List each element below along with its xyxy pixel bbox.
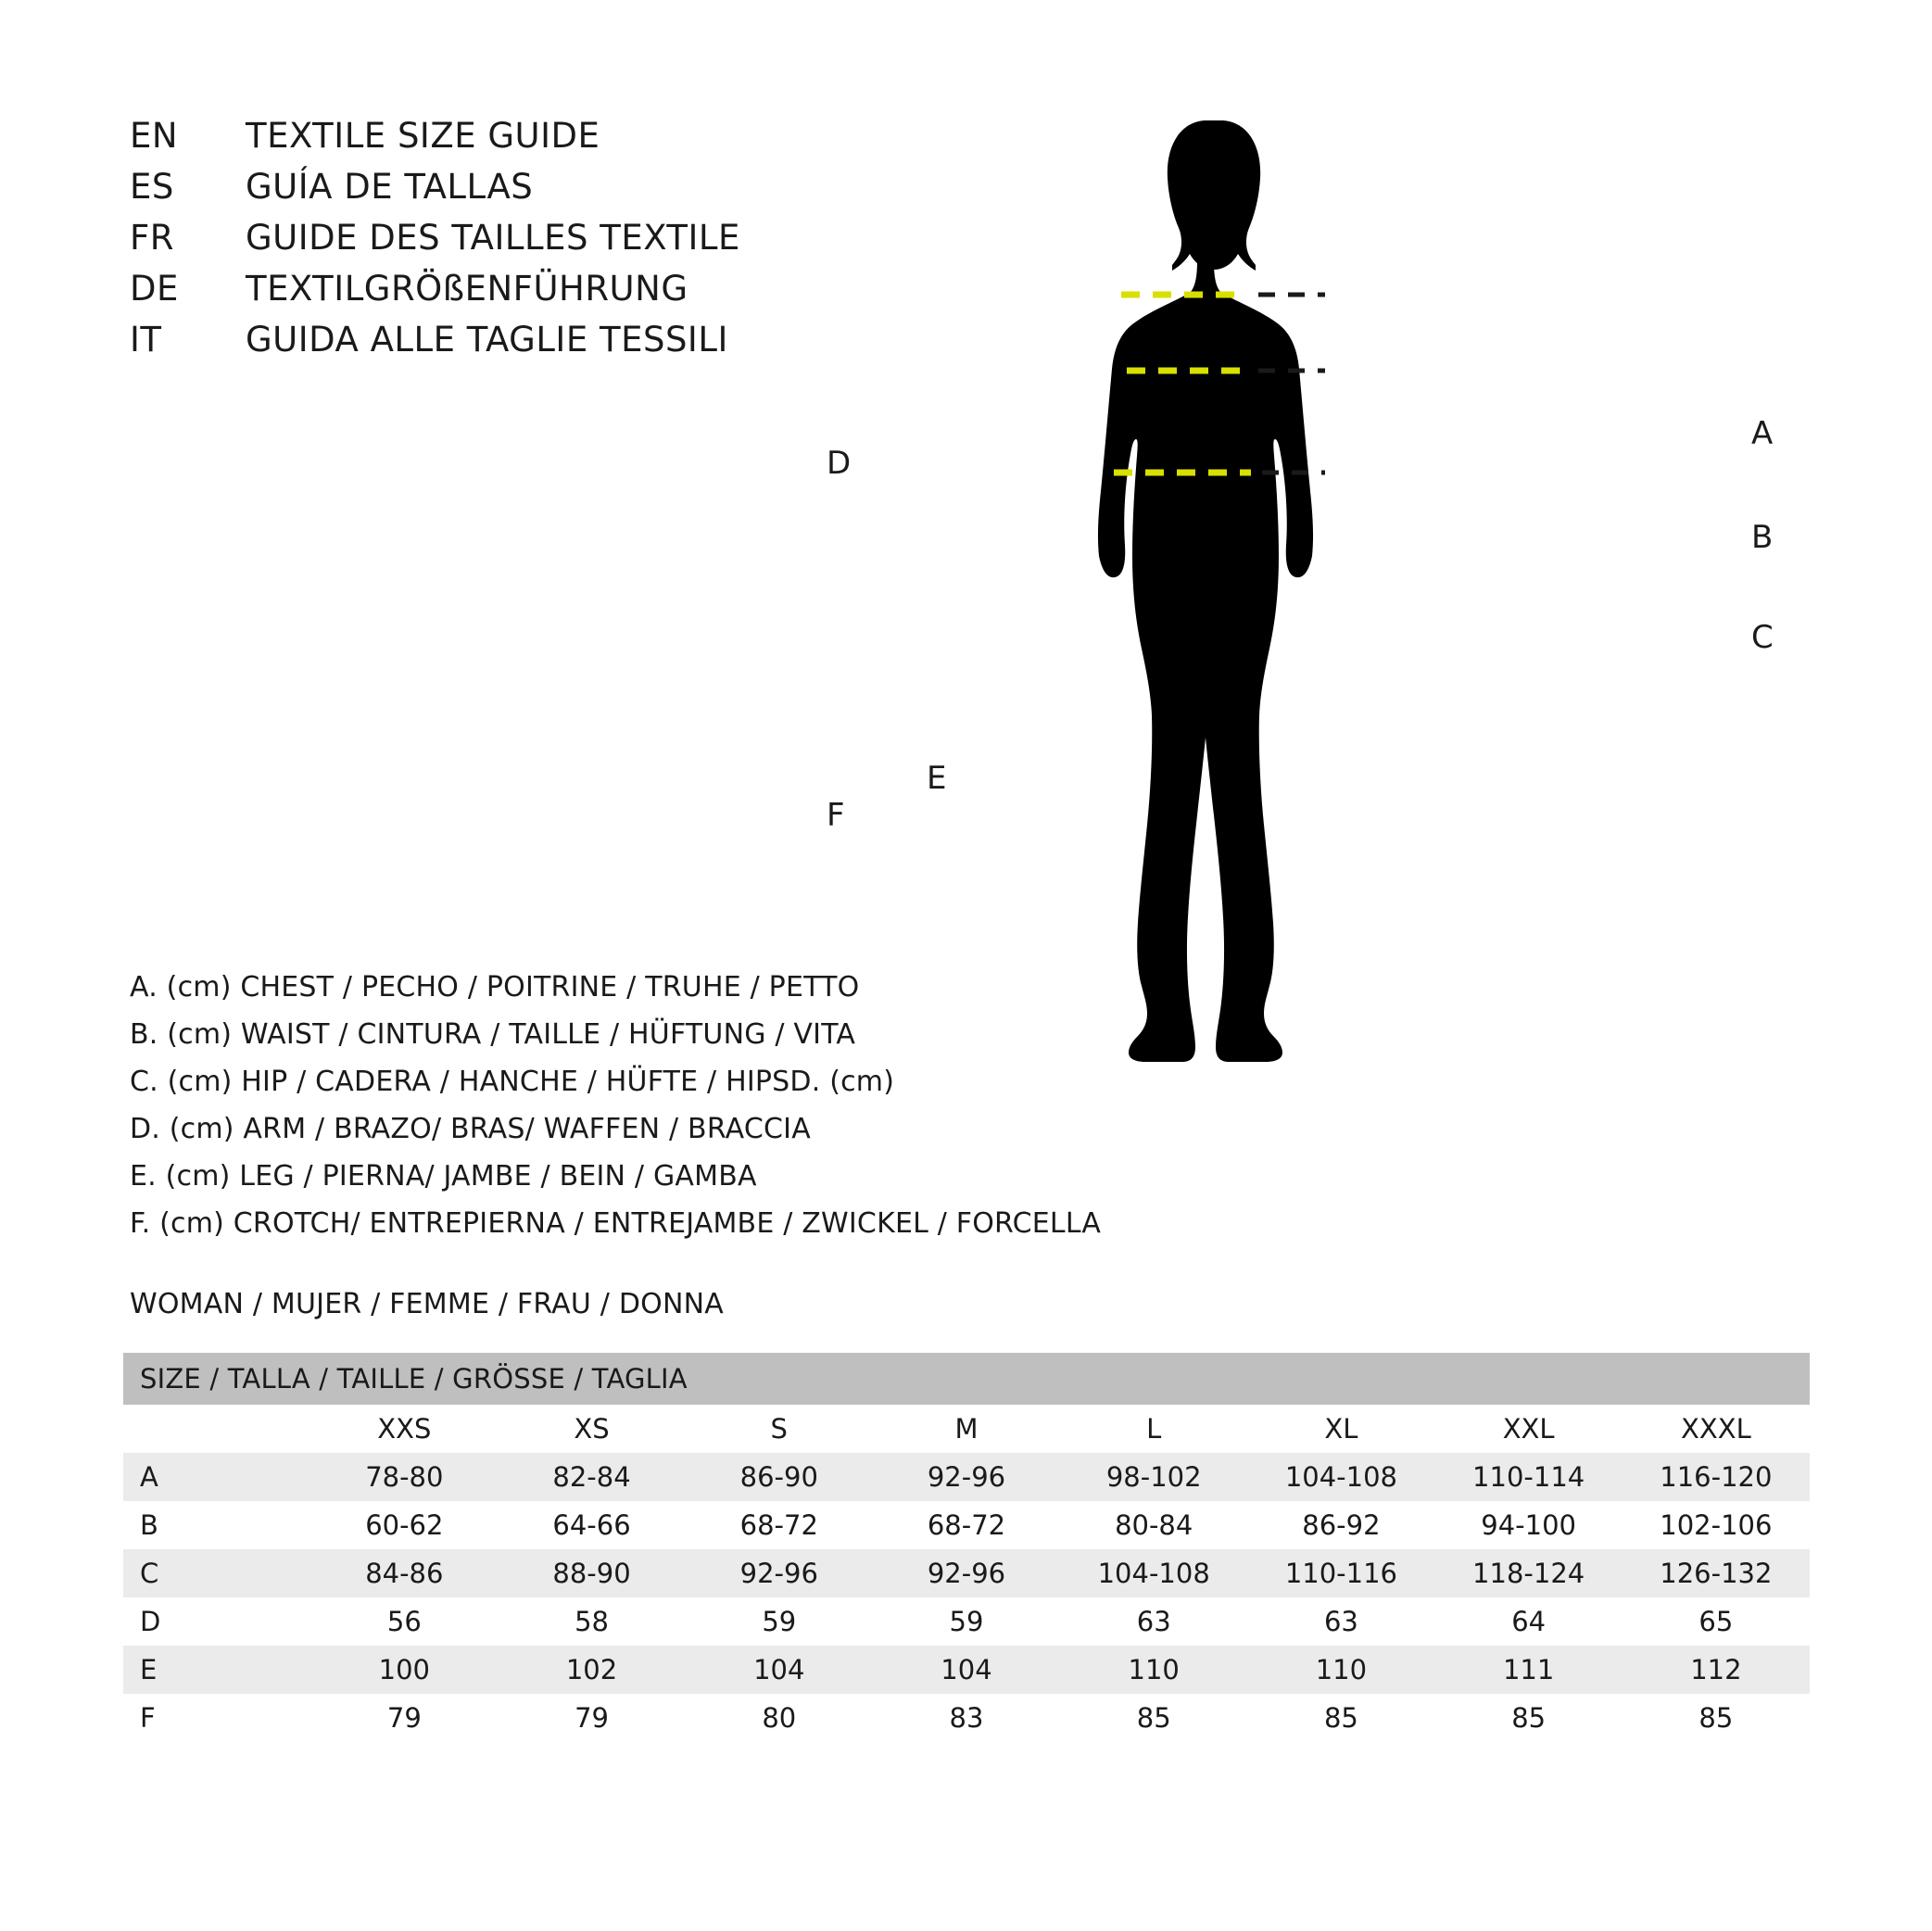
cell-e-l: 110 xyxy=(1060,1646,1247,1694)
cell-a-xxxl: 116-120 xyxy=(1623,1453,1810,1501)
sizes-row-corner xyxy=(123,1405,310,1453)
cell-d-m: 59 xyxy=(873,1597,1060,1646)
cell-e-m: 104 xyxy=(873,1646,1060,1694)
legend-item-b: B. (cm) WAIST / CINTURA / TAILLE / HÜFTUNG / VITA xyxy=(130,1018,856,1051)
cell-e-xxs: 100 xyxy=(310,1646,498,1694)
title-text-it: GUIDA ALLE TAGLIE TESSILI xyxy=(246,320,728,360)
cell-b-s: 68-72 xyxy=(686,1501,873,1549)
cell-d-xxs: 56 xyxy=(310,1597,498,1646)
row-key-c: C xyxy=(123,1549,310,1597)
legend-item-f: F. (cm) CROTCH/ ENTREPIERNA / ENTREJAMBE / ZWICKEL / FORCELLA xyxy=(130,1207,1102,1240)
cell-b-xxs: 60-62 xyxy=(310,1501,498,1549)
legend-item-c: C. (cm) HIP / CADERA / HANCHE / HÜFTE / HIPSD. (cm) xyxy=(130,1066,895,1098)
legend-block xyxy=(130,964,1101,1247)
title-lang-fr: FR xyxy=(130,218,174,258)
cell-a-l: 98-102 xyxy=(1060,1453,1247,1501)
cell-f-xs: 79 xyxy=(498,1694,685,1742)
cell-c-m: 92-96 xyxy=(873,1549,1060,1597)
cell-d-s: 59 xyxy=(686,1597,873,1646)
legend-item-e: E. (cm) LEG / PIERNA/ JAMBE / BEIN / GAMBA xyxy=(130,1160,757,1193)
cell-e-s: 104 xyxy=(686,1646,873,1694)
row-key-f: F xyxy=(123,1694,310,1742)
title-lang-de: DE xyxy=(130,269,179,309)
cell-f-xxxl: 85 xyxy=(1623,1694,1810,1742)
cell-a-xs: 82-84 xyxy=(498,1453,685,1501)
cell-e-xl: 110 xyxy=(1247,1646,1434,1694)
title-lang-en: EN xyxy=(130,116,179,156)
cell-e-xxl: 111 xyxy=(1435,1646,1623,1694)
cell-c-xxxl: 126-132 xyxy=(1623,1549,1810,1597)
table-header-row xyxy=(123,1353,1810,1405)
size-col-s: S xyxy=(686,1405,873,1453)
cell-a-xxl: 110-114 xyxy=(1435,1453,1623,1501)
title-row-es xyxy=(130,167,740,218)
cell-a-s: 86-90 xyxy=(686,1453,873,1501)
marker-label-e: E xyxy=(927,760,947,797)
cell-f-xxl: 85 xyxy=(1435,1694,1623,1742)
marker-label-c: C xyxy=(1751,619,1774,656)
cell-f-m: 83 xyxy=(873,1694,1060,1742)
title-text-de: TEXTILGRÖßENFÜHRUNG xyxy=(246,269,688,309)
cell-b-m: 68-72 xyxy=(873,1501,1060,1549)
marker-label-f: F xyxy=(827,797,845,834)
cell-e-xxxl: 112 xyxy=(1623,1646,1810,1694)
cell-c-xxl: 118-124 xyxy=(1435,1549,1623,1597)
cell-d-l: 63 xyxy=(1060,1597,1247,1646)
cell-c-xs: 88-90 xyxy=(498,1549,685,1597)
size-col-xl: XL xyxy=(1247,1405,1434,1453)
cell-b-xxl: 94-100 xyxy=(1435,1501,1623,1549)
table-row xyxy=(123,1646,1810,1694)
cell-c-s: 92-96 xyxy=(686,1549,873,1597)
cell-c-xxs: 84-86 xyxy=(310,1549,498,1597)
cell-a-m: 92-96 xyxy=(873,1453,1060,1501)
table-row xyxy=(123,1501,1810,1549)
cell-c-xl: 110-116 xyxy=(1247,1549,1434,1597)
cell-d-xl: 63 xyxy=(1247,1597,1434,1646)
marker-label-a: A xyxy=(1751,415,1774,452)
row-key-d: D xyxy=(123,1597,310,1646)
legend-item-a: A. (cm) CHEST / PECHO / POITRINE / TRUHE / PETTO xyxy=(130,971,860,1003)
title-text-en: TEXTILE SIZE GUIDE xyxy=(246,116,600,156)
size-col-xs: XS xyxy=(498,1405,685,1453)
cell-d-xs: 58 xyxy=(498,1597,685,1646)
table-header-label: SIZE / TALLA / TAILLE / GRÖSSE / TAGLIA xyxy=(123,1353,1810,1405)
title-row-fr xyxy=(130,218,740,269)
cell-f-l: 85 xyxy=(1060,1694,1247,1742)
cell-f-xxs: 79 xyxy=(310,1694,498,1742)
size-col-xxs: XXS xyxy=(310,1405,498,1453)
cell-a-xxs: 78-80 xyxy=(310,1453,498,1501)
table-row xyxy=(123,1453,1810,1501)
row-key-a: A xyxy=(123,1453,310,1501)
cell-b-xl: 86-92 xyxy=(1247,1501,1434,1549)
title-row-de xyxy=(130,269,740,320)
title-row-en xyxy=(130,116,740,167)
table-row xyxy=(123,1597,1810,1646)
table-row xyxy=(123,1549,1810,1597)
size-col-m: M xyxy=(873,1405,1060,1453)
group-label: WOMAN / MUJER / FEMME / FRAU / DONNA xyxy=(130,1288,724,1320)
title-lang-it: IT xyxy=(130,320,162,360)
size-col-xxxl: XXXL xyxy=(1623,1405,1810,1453)
cell-b-xs: 64-66 xyxy=(498,1501,685,1549)
size-col-xxl: XXL xyxy=(1435,1405,1623,1453)
title-text-es: GUÍA DE TALLAS xyxy=(246,167,534,207)
legend-item-d: D. (cm) ARM / BRAZO/ BRAS/ WAFFEN / BRACCIA xyxy=(130,1113,811,1145)
cell-a-xl: 104-108 xyxy=(1247,1453,1434,1501)
table-sizes-row xyxy=(123,1405,1810,1453)
woman-silhouette-icon xyxy=(1098,120,1313,1062)
marker-label-b: B xyxy=(1751,519,1774,556)
row-key-e: E xyxy=(123,1646,310,1694)
cell-d-xxl: 64 xyxy=(1435,1597,1623,1646)
title-lang-es: ES xyxy=(130,167,174,207)
measurement-figure xyxy=(827,56,1909,1214)
title-block xyxy=(130,116,740,371)
size-table xyxy=(123,1353,1810,1742)
cell-c-l: 104-108 xyxy=(1060,1549,1247,1597)
cell-f-s: 80 xyxy=(686,1694,873,1742)
title-text-fr: GUIDE DES TAILLES TEXTILE xyxy=(246,218,740,258)
size-table-wrap xyxy=(123,1353,1810,1742)
cell-d-xxxl: 65 xyxy=(1623,1597,1810,1646)
marker-label-d: D xyxy=(827,445,852,482)
cell-f-xl: 85 xyxy=(1247,1694,1434,1742)
cell-e-xs: 102 xyxy=(498,1646,685,1694)
title-row-it xyxy=(130,320,740,371)
row-key-b: B xyxy=(123,1501,310,1549)
size-col-l: L xyxy=(1060,1405,1247,1453)
cell-b-xxxl: 102-106 xyxy=(1623,1501,1810,1549)
cell-b-l: 80-84 xyxy=(1060,1501,1247,1549)
silhouette-diagram xyxy=(1093,56,1909,1214)
table-row xyxy=(123,1694,1810,1742)
